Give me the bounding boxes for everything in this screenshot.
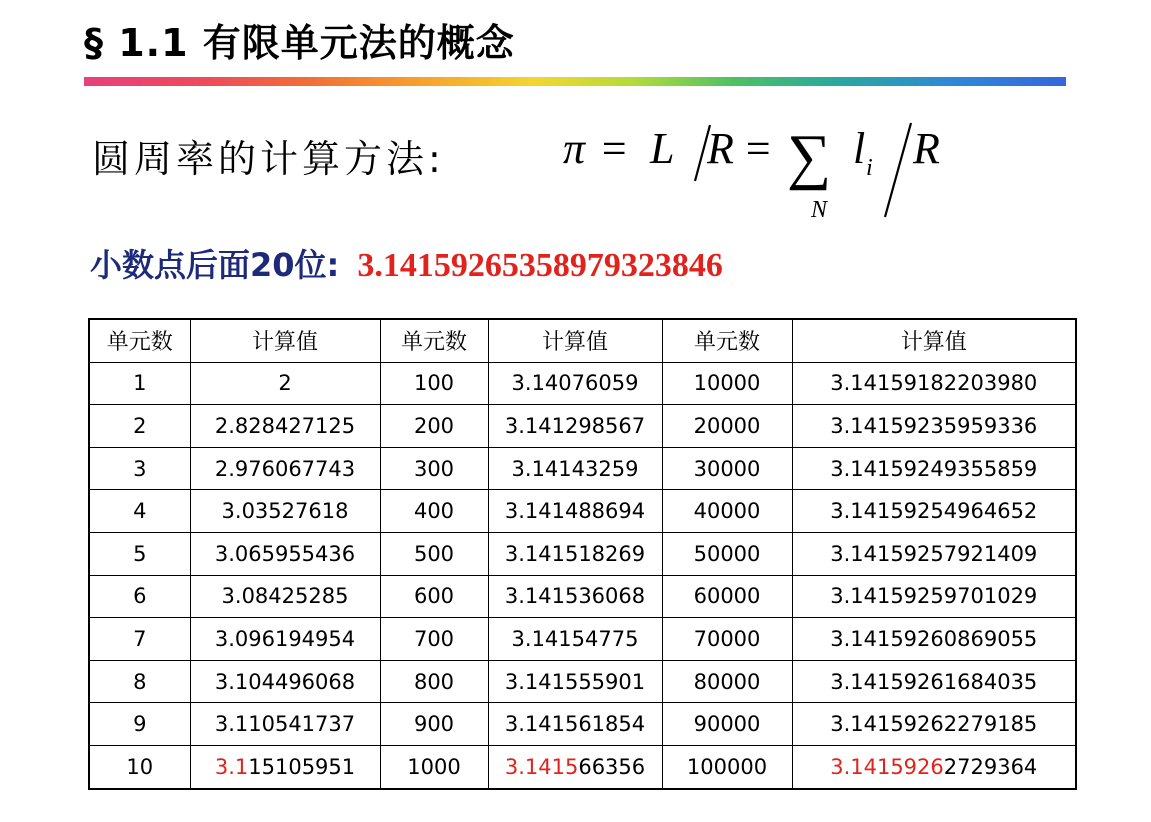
pi-formula: [555, 105, 975, 230]
accurate-digits: 3.1: [214, 754, 249, 779]
table-cell: 2.976067743: [190, 447, 380, 490]
table-cell: 10000: [662, 362, 792, 405]
formula-equals-1: =: [599, 124, 629, 173]
table-cell: 200: [380, 405, 488, 448]
table-cell: 3.14154775: [488, 618, 662, 661]
table-cell: 3.14159182203980: [792, 362, 1076, 405]
table-cell: 7: [89, 618, 190, 661]
table-row: [89, 745, 1076, 788]
table-cell: 500: [380, 532, 488, 575]
slide-title: § 1.1 有限单元法的概念: [84, 21, 515, 65]
table-cell: 3.141518269: [488, 532, 662, 575]
table-cell: 90000: [662, 703, 792, 746]
accurate-digits: 3.1415: [504, 754, 579, 779]
remaining-digits: 15105951: [248, 754, 356, 779]
table-cell: 3.14159262279185: [792, 703, 1076, 746]
formula-L: L: [650, 124, 675, 173]
table-cell: 400: [380, 490, 488, 533]
table-cell: 100000: [662, 745, 792, 788]
table-cell: 600: [380, 575, 488, 618]
header-computed-value: 计算值: [488, 319, 662, 362]
table-cell: 2.828427125: [190, 405, 380, 448]
formula-sum: ∑: [787, 123, 832, 191]
table-cell: 300: [380, 447, 488, 490]
table-cell: [488, 745, 662, 788]
table-row: [89, 660, 1076, 703]
table-cell: 3.14159261684035: [792, 660, 1076, 703]
formula-i: i: [866, 155, 873, 181]
pi-digits-label: 小数点后面20位:: [90, 246, 340, 284]
table-cell: 40000: [662, 490, 792, 533]
accurate-digits: 3.1415926: [830, 754, 944, 779]
table-header-row: [89, 319, 1076, 362]
table-cell: 3.110541737: [190, 703, 380, 746]
table-cell: 3.14143259: [488, 447, 662, 490]
table-cell: 3.141555901: [488, 660, 662, 703]
formula-slash-2: [885, 123, 911, 217]
table-cell: 3.08425285: [190, 575, 380, 618]
table-cell: 3.141536068: [488, 575, 662, 618]
table-cell: 1: [89, 362, 190, 405]
table-cell: 2: [190, 362, 380, 405]
table-cell: 900: [380, 703, 488, 746]
table-cell: 3.14159259701029: [792, 575, 1076, 618]
table-cell: 3.14159249355859: [792, 447, 1076, 490]
table-cell: 60000: [662, 575, 792, 618]
table-cell: 700: [380, 618, 488, 661]
table-cell: [190, 745, 380, 788]
table-cell: 5: [89, 532, 190, 575]
table-cell: 3.141488694: [488, 490, 662, 533]
table-cell: 1000: [380, 745, 488, 788]
header-element-count: 单元数: [662, 319, 792, 362]
header-computed-value: 计算值: [792, 319, 1076, 362]
pi-approximation-table: [88, 318, 1077, 790]
table-cell: [792, 745, 1076, 788]
table-row: [89, 618, 1076, 661]
table-cell: 50000: [662, 532, 792, 575]
formula-N: N: [811, 197, 828, 223]
table-cell: 2: [89, 405, 190, 448]
table-row: [89, 532, 1076, 575]
table-cell: 10: [89, 745, 190, 788]
table-cell: 3.141561854: [488, 703, 662, 746]
table-cell: 3.14076059: [488, 362, 662, 405]
table-row: [89, 447, 1076, 490]
header-element-count: 单元数: [89, 319, 190, 362]
table-cell: 4: [89, 490, 190, 533]
remaining-digits: 2729364: [943, 754, 1038, 779]
table-row: [89, 405, 1076, 448]
formula-l: l: [853, 124, 866, 173]
table-cell: 3.096194954: [190, 618, 380, 661]
table-row: [89, 362, 1076, 405]
table-cell: 3.14159260869055: [792, 618, 1076, 661]
table-cell: 3.14159254964652: [792, 490, 1076, 533]
table-cell: 30000: [662, 447, 792, 490]
pi-digits-line: [90, 240, 723, 286]
header-element-count: 单元数: [380, 319, 488, 362]
table-cell: 8: [89, 660, 190, 703]
remaining-digits: 66356: [578, 754, 646, 779]
pi-formula-svg: [555, 105, 975, 230]
table-cell: 3: [89, 447, 190, 490]
table-cell: 3.14159257921409: [792, 532, 1076, 575]
pi-digits-value: 3.14159265358979323846: [357, 247, 723, 284]
header-computed-value: 计算值: [190, 319, 380, 362]
table-cell: 3.141298567: [488, 405, 662, 448]
formula-equals-2: =: [743, 124, 773, 173]
table-row: [89, 490, 1076, 533]
table-cell: 3.065955436: [190, 532, 380, 575]
table-cell: 3.14159235959336: [792, 405, 1076, 448]
method-label: 圆周率的计算方法:: [92, 137, 445, 181]
formula-R-2: R: [913, 124, 940, 173]
table-row: [89, 703, 1076, 746]
table-row: [89, 575, 1076, 618]
table-cell: 3.104496068: [190, 660, 380, 703]
table-cell: 20000: [662, 405, 792, 448]
table-cell: 6: [89, 575, 190, 618]
formula-pi: π: [563, 124, 586, 173]
table-cell: 800: [380, 660, 488, 703]
table-cell: 3.03527618: [190, 490, 380, 533]
table-cell: 70000: [662, 618, 792, 661]
table-cell: 100: [380, 362, 488, 405]
formula-R-1: R: [707, 124, 734, 173]
table-cell: 80000: [662, 660, 792, 703]
rainbow-divider: [84, 77, 1066, 86]
table-cell: 9: [89, 703, 190, 746]
